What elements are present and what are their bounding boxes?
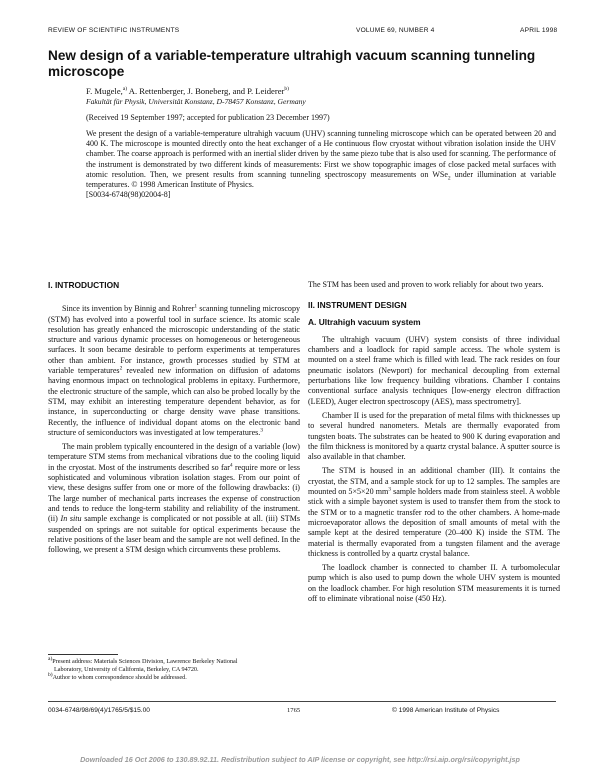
footnote-b xyxy=(48,674,300,682)
author-list xyxy=(86,86,289,96)
article-title: New design of a variable-temperature ultrahigh vacuum scanning tunneling microscope xyxy=(48,48,536,79)
footnote-divider xyxy=(48,654,118,655)
uhv-p3-text-b: sample holders made from stainless steel. A wobble stick with a simple bayonet system is used to transfer them from the stock to the STM or to a magnetic transfer rod to the other chambers. A home-made microevaporator allows the deposition of small amounts of metal with the sample kept at the desired temperature (20–400 K) inside the STM. The material is thermally evaporated from a tungsten filament and the average thickness is controlled by a quartz crystal balance. xyxy=(308,487,560,558)
intro-p2-in-situ: In situ xyxy=(60,514,82,524)
uhv-paragraph-1: The ultrahigh vacuum (UHV) system consists of three individual chambers and a loadlock for rapid sample access. The whole system is mounted on a steel frame which is filled with lead. The rack resides on four pneumatic isolators (Newport) for mechanical decoupling from external perturbations like low frequency building vibrations. Chamber I contains conventional surface analysis techniques [low-energy electron diffraction (LEED), Auger electron spectroscopy (AES), mass spectrometry]. xyxy=(308,334,560,406)
abstract-text: We present the design of a variable-temperature ultrahigh vacuum (UHV) scanning tunneling microscope which can be operated between 20 and 400 K. The microscope is mounted directly onto the heat exchanger of a He continuous flow cryostat without vibration isolation inside the UHV chamber. The coarse approach is performed with an inertial slider driven by the same piezo tube that is also used for scanning. The performance of the instrument is demonstrated by two different kinds of measurements: First we show topographic images of close packed metal surfaces with atomic resolution. Then, we present results from scanning tunneling spectroscopy measurements on WSe xyxy=(86,129,556,179)
abstract-text-end: under illumination at variable temperatures. © 1998 American Institute of Physics. xyxy=(86,169,556,190)
download-watermark[interactable]: Downloaded 16 Oct 2006 to 130.89.92.11. Redistribution subject to AIP license or copyright, see http://rsi.aip.org/rsi/copyright.jsp xyxy=(80,755,520,764)
intro-p2-text-c: sample exchange is complicated or not possible at all. (iii) STMs suspended on springs are not suitable for optical experiments because the relative positions of the laser beam and the sample are not well defined. In the following, we present a STM design which circumvents these problems. xyxy=(48,514,301,555)
footnote-b-mark: b) xyxy=(48,672,53,679)
abstract xyxy=(86,129,556,200)
uhv-paragraph-3 xyxy=(308,466,560,559)
section-heading-introduction: I. INTRODUCTION xyxy=(48,280,120,290)
abstract-identifier: [S0034-6748(98)02004-8] xyxy=(86,190,171,200)
article-code: 0034-6748/98/69(4)/1765/5/$15.00 xyxy=(48,707,150,714)
section-heading-instrument-design: II. INSTRUMENT DESIGN xyxy=(308,300,407,311)
affiliation: Fakultät für Physik, Universität Konstanz, D-78457 Konstanz, Germany xyxy=(86,97,306,106)
uhv-p3-superscript: 3 xyxy=(388,486,391,493)
reference-2[interactable]: 2 xyxy=(119,365,123,372)
intro-p1-text-c: revealed new information on diffusion of adatoms having enormous impact on technological problems in epitaxy. Furthermore, the electronic structure of the sample, which can also be probed locally by the STM, may exhibit an interesting temperature dependent behavior, as for instance, in superconducting or charge density wave phase transitions. Recently, the influence of individual dopant atoms on the electronic band structure of semiconductors was investigated at low temperatures. xyxy=(48,366,300,437)
footnote-a-line-1: Present address: Materials Sciences Division, Lawrence Berkeley National xyxy=(52,658,238,665)
subsection-heading-uhv: A. Ultrahigh vacuum system xyxy=(308,316,421,327)
author-first: F. Mugele, xyxy=(86,86,123,96)
received-dates: (Received 19 September 1997; accepted for publication 23 December 1997) xyxy=(86,113,330,122)
reference-4[interactable]: 4 xyxy=(229,462,233,469)
footnote-a-mark: a) xyxy=(48,655,53,662)
intro-p1-text-b: scanning tunneling microscopy (STM) has evolved into a powerful tool in surface science. Its atomic scale resolution has greatly enhanced the microscopic understanding of the static structure and various dynamic processes on homogeneous or heterogeneous surfaces. It soon became desirable to perform experiments at temperatures other than ambient. For instance, growth processes studied by STM at variable temperatures xyxy=(48,304,301,376)
copyright-notice: © 1998 American Institute of Physics xyxy=(392,707,500,714)
author-footnote-mark-b[interactable]: b) xyxy=(284,86,289,93)
left-column xyxy=(48,280,300,555)
footnotes xyxy=(48,655,300,683)
footnote-b-text: Author to whom correspondence should be addressed. xyxy=(52,674,187,682)
footnote-a xyxy=(48,655,300,666)
uhv-p3-text-a: The STM is housed in an additional chamber (III). It contains the cryostat, the STM, and a sample stock for up to 12 samples. The samples are mounted on 5×5×20 mm xyxy=(308,466,560,497)
intro-paragraph-1 xyxy=(48,304,300,438)
issue-date: APRIL 1998 xyxy=(520,27,558,34)
page-number: 1765 xyxy=(287,707,301,714)
uhv-paragraph-2: Chamber II is used for the preparation of metal films with thicknesses up to several hundred nanometers. Metals are thermally evaporated from tungsten boats. The substrates can be heated to 900 K during evaporation and the film thickness is monitored by a quartz crystal balance. A sputter source is also available in that chamber. xyxy=(308,410,560,462)
intro-p1-text-a: Since its invention by Binnig and Rohrer xyxy=(62,304,195,314)
author-footnote-mark-a[interactable]: a) xyxy=(122,86,128,93)
author-others: A. Rettenberger, J. Boneberg, and P. Leiderer xyxy=(127,86,285,96)
intro-p2-text-a: The main problem typically encountered in the design of a variable (low) temperature STM stems from mechanical vibrations due to the cooling liquid in the cryostat. Most of the instruments described so far xyxy=(48,442,300,472)
uhv-paragraph-4: The loadlock chamber is connected to chamber II. A turbomolecular pump which is also used to pump down the whole UHV system is mounted on the loadlock chamber. For high resolution STM measurements it is turned off to eliminate vibrational noise (450 Hz). xyxy=(308,563,560,604)
intro-paragraph-2 xyxy=(48,442,300,555)
volume-number: VOLUME 69, NUMBER 4 xyxy=(356,27,435,34)
intro-paragraph-3: The STM has been used and proven to work reliably for about two years. xyxy=(308,280,544,289)
abstract-subscript: 2 xyxy=(447,175,451,182)
footnote-a-line-2: Laboratory, University of California, Berkeley, CA 94720. xyxy=(54,666,199,674)
reference-3[interactable]: 3 xyxy=(260,427,264,434)
intro-p2-text-b: require more or less sophisticated and voluminous vibration isolation stages. From our point of view, these designs suffer from one or more of the following drawbacks: (i) The large number of mechanical parts increases the expense of construction and tends to reduce the long-term stability and reliability of the instrument. (ii) xyxy=(48,462,301,524)
right-column xyxy=(308,280,560,604)
footer-divider xyxy=(48,701,556,702)
reference-1[interactable]: 1 xyxy=(194,303,198,310)
journal-name: REVIEW OF SCIENTIFIC INSTRUMENTS xyxy=(48,27,180,34)
